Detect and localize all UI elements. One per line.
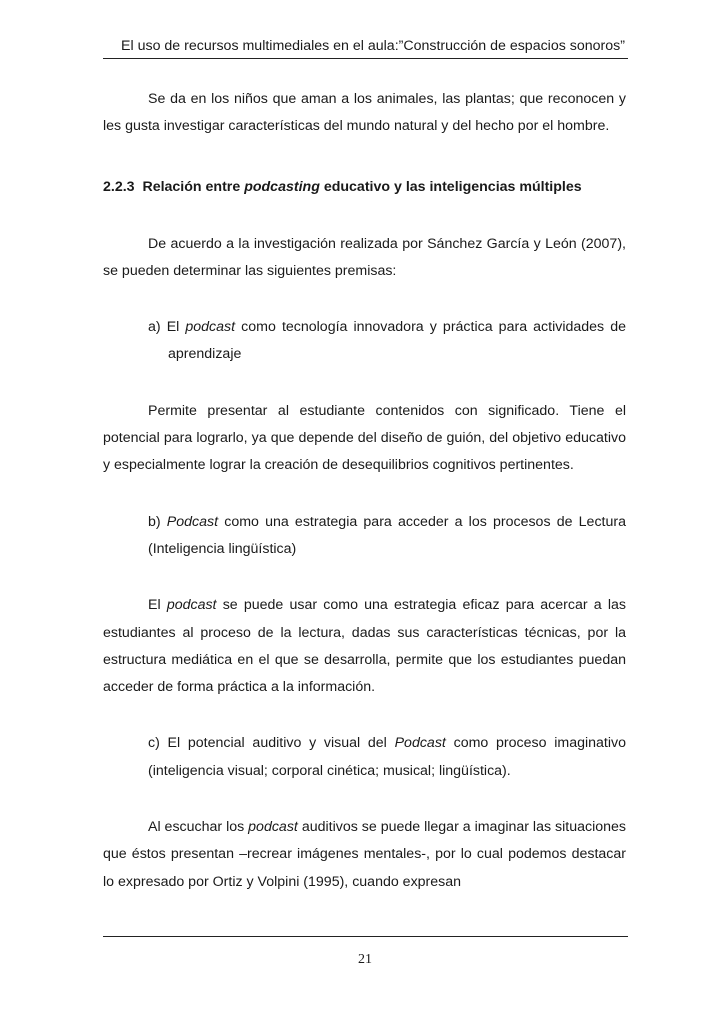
- section-heading: [103, 174, 626, 201]
- p4-italic: podcast: [166, 597, 217, 614]
- item-a-marker: a) El: [148, 319, 180, 336]
- p4-text: se puede usar como una estrategia eficaz para acercar a las estudiantes al proceso de la lectura, dadas sus características técnicas, por la estructura mediática en el que se desarrolla, permite que los estudiantes puedan acceder de forma práctica a la información.: [103, 597, 626, 696]
- paragraph-item-a-body: Permite presentar al estudiante contenidos con significado. Tiene el potencial para lograrlo, ya que depende del diseño de guión, del objetivo educativo y especialmente lograr la creación de desequilibrios cognitivos pertinentes.: [103, 402, 626, 474]
- paragraph-item-b-body: [103, 592, 626, 701]
- section-title-post: educativo y las inteligencias múltiples: [323, 178, 582, 195]
- section-title-italic: podcasting: [244, 178, 320, 195]
- item-a-text: como tecnología innovadora y práctica para actividades de aprendizaje: [168, 319, 626, 363]
- page-body: [103, 86, 626, 896]
- item-b-marker: b): [148, 513, 161, 530]
- p5-text: auditivos se puede llegar a imaginar las situaciones que éstos presentan –recrear imágenes mentales-, por lo cual podemos destacar lo expresado por Ortiz y Volpini (1995), cuando expresan: [103, 819, 626, 890]
- item-c-pre: c) El potencial auditivo y visual del: [148, 735, 387, 752]
- item-c-italic: Podcast: [394, 735, 446, 752]
- item-b-italic: Podcast: [166, 513, 219, 530]
- p5-italic: podcast: [248, 819, 298, 836]
- item-b-text: como una estrategia para acceder a los procesos de Lectura (Inteligencia lingüística): [148, 513, 626, 557]
- list-item-b: [148, 509, 626, 564]
- list-item-a: [148, 314, 626, 369]
- paragraph-naturalist: Se da en los niños que aman a los animales, las plantas; que reconocen y les gusta investigar características del mundo natural y del hecho por el hombre.: [103, 91, 626, 135]
- footer-rule: [103, 936, 628, 937]
- paragraph-item-c-body: [103, 814, 626, 896]
- p4-pre: El: [148, 597, 161, 614]
- item-a-italic: podcast: [185, 319, 236, 336]
- p5-pre: Al escuchar los: [148, 819, 245, 836]
- header-rule: [103, 58, 628, 59]
- paragraph-premises-intro: De acuerdo a la investigación realizada por Sánchez García y León (2007), se pueden determinar las siguientes premisas:: [103, 235, 626, 279]
- item-c-text: como proceso imaginativo (inteligencia visual; corporal cinética; musical; lingüística).: [148, 735, 627, 779]
- section-title-pre: Relación entre: [142, 178, 241, 195]
- page-number: 21: [358, 952, 372, 967]
- list-item-c: [148, 730, 626, 785]
- running-header: El uso de recursos multimediales en el aula:”Construcción de espacios sonoros”: [121, 38, 625, 54]
- section-number: 2.2.3: [103, 178, 135, 195]
